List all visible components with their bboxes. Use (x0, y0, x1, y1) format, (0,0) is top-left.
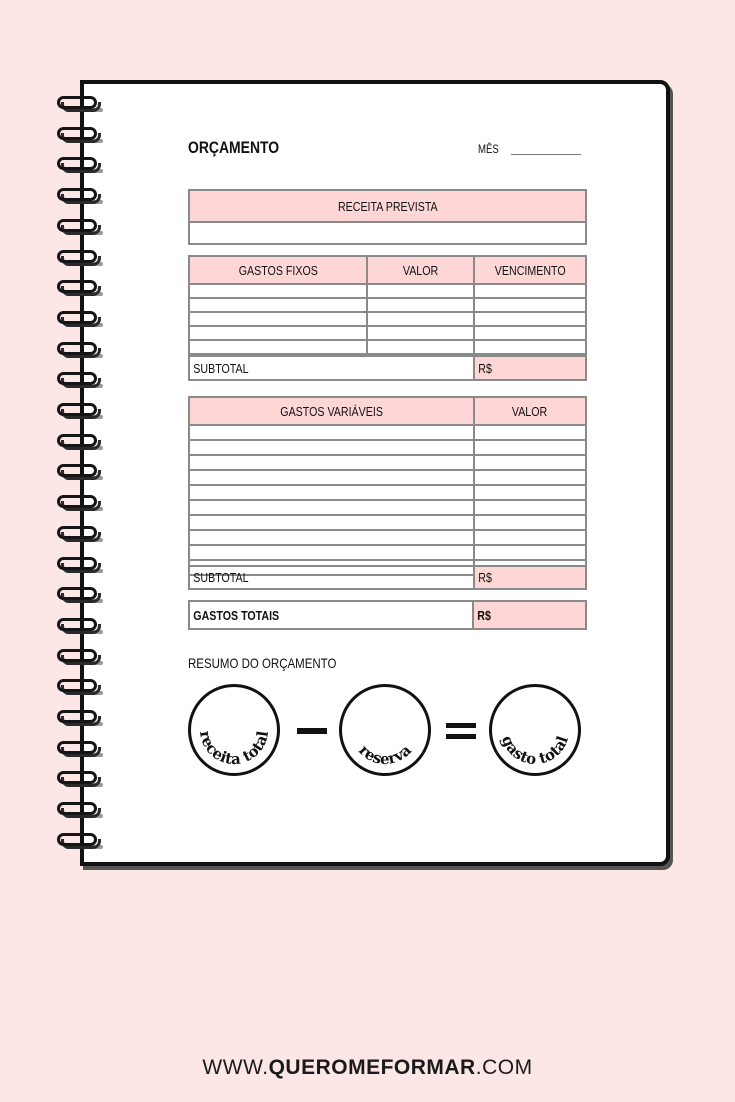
table-row (189, 470, 586, 485)
table-row (189, 455, 586, 470)
table-cell[interactable] (189, 440, 474, 455)
table-cell[interactable] (474, 470, 586, 485)
table-cell[interactable] (474, 425, 586, 440)
table-cell[interactable] (474, 340, 586, 354)
gastos-totais-table (188, 600, 587, 630)
table-cell[interactable] (367, 340, 474, 354)
ring-icon (57, 618, 103, 634)
ring-icon (57, 710, 103, 726)
ring-icon (57, 741, 103, 757)
reserva-circle[interactable] (339, 684, 431, 776)
footer-brand: QUEROMEFORMAR (268, 1056, 476, 1079)
gastos-variaveis-table (188, 396, 587, 576)
variaveis-subtotal-label: SUBTOTAL (189, 566, 474, 589)
table-row (189, 440, 586, 455)
ring-icon (57, 495, 103, 511)
ring-icon (57, 557, 103, 573)
ring-icon (57, 802, 103, 818)
gasto-total-label: gasto total (497, 732, 572, 769)
page-title: ORÇAMENTO (188, 138, 280, 157)
table-cell[interactable] (474, 500, 586, 515)
table-row (189, 326, 586, 340)
table-cell[interactable] (367, 284, 474, 298)
ring-icon (57, 188, 103, 204)
table-cell[interactable] (189, 298, 367, 312)
ring-icon (57, 526, 103, 542)
table-row (189, 485, 586, 500)
ring-icon (57, 679, 103, 695)
svg-text:reserva (355, 741, 415, 768)
ring-icon (57, 771, 103, 787)
gasto-total-circle[interactable] (489, 684, 581, 776)
footer-website[interactable] (0, 1056, 735, 1080)
svg-text:gasto total (498, 733, 572, 768)
ring-icon (57, 250, 103, 266)
spiral-binding-icon (57, 96, 107, 856)
table-row (189, 500, 586, 515)
fixos-subtotal-table (188, 355, 587, 381)
reserva-label: reserva (355, 741, 415, 769)
table-cell[interactable] (367, 298, 474, 312)
ring-icon (57, 127, 103, 143)
gastos-fixos-table (188, 255, 587, 355)
ring-icon (57, 280, 103, 296)
table-row (189, 530, 586, 545)
table-row (189, 298, 586, 312)
table-cell[interactable] (474, 298, 586, 312)
table-cell[interactable] (189, 312, 367, 326)
table-cell[interactable] (474, 284, 586, 298)
table-cell[interactable] (189, 470, 474, 485)
table-cell[interactable] (189, 530, 474, 545)
ring-icon (57, 649, 103, 665)
table-cell[interactable] (189, 500, 474, 515)
table-cell[interactable] (367, 326, 474, 340)
fixos-subtotal-label: SUBTOTAL (189, 356, 474, 380)
footer-prefix: WWW. (202, 1056, 269, 1079)
table-cell[interactable] (189, 455, 474, 470)
gastos-totais-value[interactable]: R$ (473, 601, 586, 629)
ring-icon (57, 96, 103, 112)
ring-icon (57, 833, 103, 849)
table-cell[interactable] (189, 326, 367, 340)
valor-header: VALOR (474, 397, 586, 425)
table-cell[interactable] (189, 515, 474, 530)
table-cell[interactable] (474, 440, 586, 455)
table-cell[interactable] (474, 455, 586, 470)
table-row (189, 284, 586, 298)
ring-icon (57, 342, 103, 358)
table-cell[interactable] (474, 515, 586, 530)
month-field-line[interactable] (511, 154, 581, 155)
table-cell[interactable] (189, 425, 474, 440)
ring-icon (57, 434, 103, 450)
ring-icon (57, 157, 103, 173)
receita-header: RECEITA PREVISTA (189, 190, 586, 222)
ring-icon (57, 403, 103, 419)
ring-icon (57, 219, 103, 235)
table-cell[interactable] (189, 485, 474, 500)
receita-input-cell[interactable] (189, 222, 586, 244)
table-row (189, 425, 586, 440)
table-cell[interactable] (474, 530, 586, 545)
footer-suffix: .COM (475, 1056, 533, 1079)
gastos-totais-label: GASTOS TOTAIS (189, 601, 473, 629)
table-row (189, 312, 586, 326)
vencimento-header: VENCIMENTO (474, 256, 586, 284)
receita-total-label: receita total (195, 729, 273, 769)
variaveis-subtotal-value[interactable]: R$ (474, 566, 586, 589)
month-label: MÊS (478, 142, 499, 156)
table-cell[interactable] (189, 284, 367, 298)
minus-icon (297, 728, 327, 734)
table-cell[interactable] (474, 312, 586, 326)
receita-total-circle[interactable] (188, 684, 280, 776)
gastos-fixos-header: GASTOS FIXOS (189, 256, 367, 284)
receita-table (188, 189, 587, 245)
valor-header: VALOR (367, 256, 474, 284)
table-cell[interactable] (367, 312, 474, 326)
fixos-subtotal-value[interactable]: R$ (474, 356, 586, 380)
ring-icon (57, 587, 103, 603)
table-cell[interactable] (189, 340, 367, 354)
gastos-variaveis-header: GASTOS VARIÁVEIS (189, 397, 474, 425)
ring-icon (57, 311, 103, 327)
ring-icon (57, 372, 103, 388)
table-cell[interactable] (474, 326, 586, 340)
table-row (189, 515, 586, 530)
resumo-title: RESUMO DO ORÇAMENTO (188, 655, 337, 671)
table-row (189, 545, 586, 560)
equals-icon-lower (446, 734, 476, 739)
table-cell[interactable] (474, 485, 586, 500)
table-row (189, 340, 586, 354)
table-cell[interactable] (474, 545, 586, 560)
svg-text:receita total (196, 729, 272, 768)
table-cell[interactable] (189, 545, 474, 560)
ring-icon (57, 464, 103, 480)
equals-icon (446, 723, 476, 728)
variaveis-subtotal-table (188, 565, 587, 590)
